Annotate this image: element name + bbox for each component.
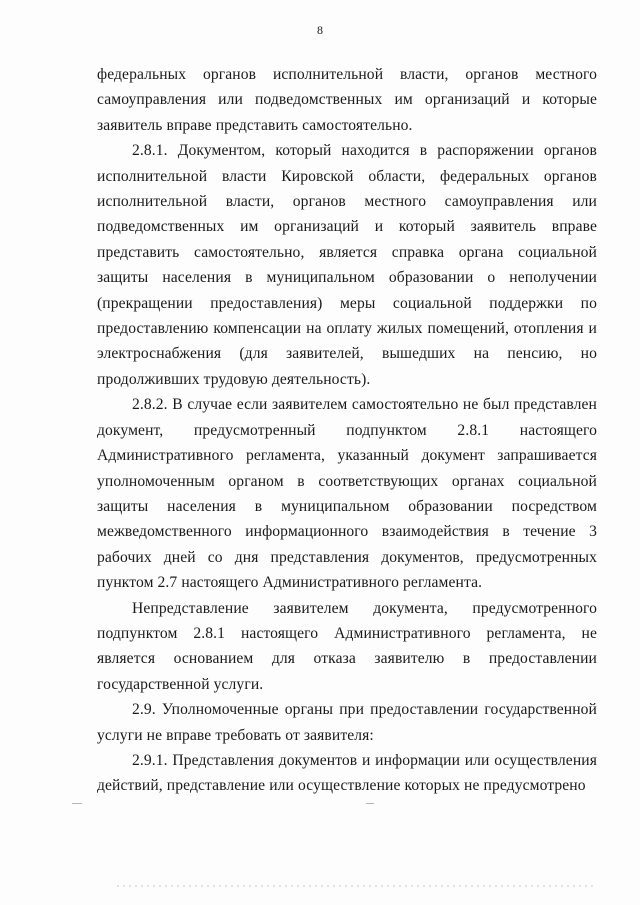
paragraph-non-submission: Непредставление заявителем документа, предусмотренного подпунктом 2.8.1 настоящего Административного регламента, не является основанием для отказа заявителю в предоставлении государственной услуги. <box>97 599 597 693</box>
paragraph-2-9-1: 2.9.1. Представления документов и информации или осуществления действий, представление или осуществление которых не предусмотрено <box>97 751 597 795</box>
document-body <box>97 62 597 799</box>
scan-artifact-line-center <box>366 803 374 804</box>
page-number: 8 <box>317 23 323 37</box>
paragraph-continuation: федеральных органов исполнительной власти, органов местного самоуправления или подведомственных им организаций и которые заявитель вправе представить самостоятельно. <box>97 66 597 134</box>
paragraph-2-9: 2.9. Уполномоченные органы при предоставлении государственной услуги не вправе требовать от заявителя: <box>97 701 597 744</box>
scan-artifact-line-left <box>72 803 82 804</box>
paragraph-2-8-1: 2.8.1. Документом, который находится в распоряжении органов исполнительной власти Кировской области, федеральных органов исполнительной власти, органов местного самоуправления или подведомственных им организаций и который заявитель вправе представить самостоятельно, является справка органа социальной защиты населения в муниципальном образовании о неполучении (прекращении предоставления) меры социальной поддержки по предоставлению компенсации на оплату жилых помещений, отопления и электроснабжения (для заявителей, вышедших на пенсию, но продолживших трудовую деятельность). <box>97 142 597 388</box>
scan-artifact-dots <box>115 884 595 888</box>
paragraph-2-8-2: 2.8.2. В случае если заявителем самостоятельно не был представлен документ, предусмотренный подпунктом 2.8.1 настоящего Административного регламента, указанный документ запрашивается уполномоченным органом в соответствующих органах социальной защиты населения в муниципальном образовании посредством межведомственного информационного взаимодействия в течение 3 рабочих дней со дня представления документов, предусмотренных пунктом 2.7 настоящего Административного регламента. <box>97 396 597 592</box>
